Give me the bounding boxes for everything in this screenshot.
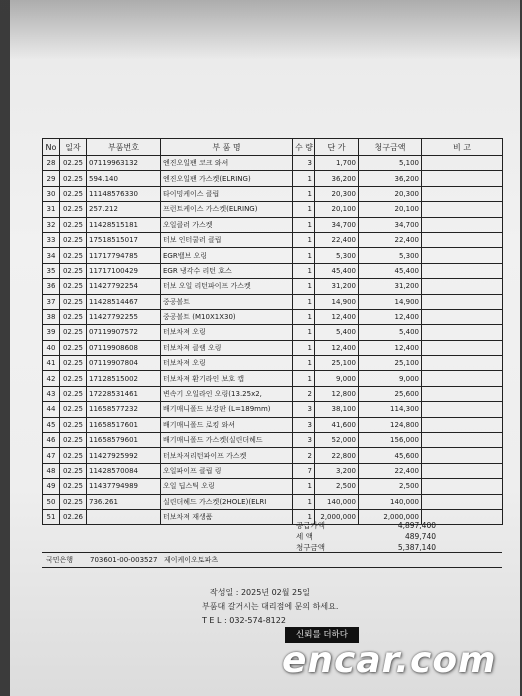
row-part-number: 07119908608: [87, 340, 161, 355]
row-date: 02.25: [60, 463, 87, 478]
row-amount: 5,100: [359, 156, 422, 171]
telephone: T E L : 032-574-8122: [202, 616, 286, 625]
row-note: [422, 448, 503, 463]
row-date: 02.25: [60, 279, 87, 294]
row-unit-price: 22,800: [315, 448, 359, 463]
header-part-number: 부품번호: [87, 139, 161, 156]
row-part-number: 17128515002: [87, 371, 161, 386]
row-date: 02.25: [60, 309, 87, 324]
row-note: [422, 294, 503, 309]
row-amount: 14,900: [359, 294, 422, 309]
row-amount: 12,400: [359, 340, 422, 355]
table-row: [43, 433, 503, 448]
row-part-name: 오일 딥스틱 오링: [161, 479, 293, 494]
row-date: 02.25: [60, 186, 87, 201]
row-date: 02.25: [60, 448, 87, 463]
row-part-number: 07119907572: [87, 325, 161, 340]
row-unit-price: 2,000,000: [315, 509, 359, 524]
row-part-number: 11658577232: [87, 402, 161, 417]
row-date: 02.25: [60, 494, 87, 509]
row-no: 51: [43, 509, 60, 524]
row-no: 42: [43, 371, 60, 386]
table-header-row: [43, 139, 503, 156]
row-unit-price: 14,900: [315, 294, 359, 309]
row-quantity: 3: [293, 433, 315, 448]
table-row: [43, 417, 503, 432]
row-unit-price: 38,100: [315, 402, 359, 417]
row-quantity: 3: [293, 417, 315, 432]
row-note: [422, 463, 503, 478]
row-amount: 124,800: [359, 417, 422, 432]
row-no: 36: [43, 279, 60, 294]
row-unit-price: 31,200: [315, 279, 359, 294]
row-quantity: 1: [293, 248, 315, 263]
row-note: [422, 402, 503, 417]
table-row: [43, 402, 503, 417]
header-note: 비 고: [422, 139, 503, 156]
written-date: 작성일 : 2025년 02월 25일: [210, 588, 310, 597]
row-note: [422, 202, 503, 217]
row-part-number: 11437794989: [87, 479, 161, 494]
table-row: [43, 386, 503, 401]
row-note: [422, 325, 503, 340]
supply-amount-row: [296, 520, 436, 531]
row-no: 41: [43, 356, 60, 371]
row-part-number: 11428515181: [87, 217, 161, 232]
row-quantity: 1: [293, 371, 315, 386]
row-no: 35: [43, 263, 60, 278]
row-unit-price: 41,600: [315, 417, 359, 432]
row-no: 29: [43, 171, 60, 186]
row-note: [422, 186, 503, 201]
row-no: 40: [43, 340, 60, 355]
row-quantity: 1: [293, 509, 315, 524]
row-part-name: 터보차져 오링: [161, 325, 293, 340]
totals-block: [296, 520, 436, 553]
row-part-name: 중공볼트: [161, 294, 293, 309]
row-part-name: 변속기 오일라인 오링(13.25x2,: [161, 386, 293, 401]
row-amount: 45,400: [359, 263, 422, 278]
row-note: [422, 356, 503, 371]
row-amount: 25,600: [359, 386, 422, 401]
row-part-number: 736.261: [87, 494, 161, 509]
row-part-name: 엔진오일팬 가스켓(ELRING): [161, 171, 293, 186]
total-value: 5,387,140: [397, 543, 436, 552]
table-row: [43, 325, 503, 340]
row-part-number: 11428570084: [87, 463, 161, 478]
row-part-name: 터보차져 환기라인 보호 캡: [161, 371, 293, 386]
row-amount: 36,200: [359, 171, 422, 186]
row-part-name: 오일파이프 클립 링: [161, 463, 293, 478]
row-note: [422, 309, 503, 324]
tax-row: [296, 531, 436, 542]
header-unit-price: 단 가: [315, 139, 359, 156]
row-date: 02.25: [60, 217, 87, 232]
table-row: [43, 186, 503, 201]
row-note: [422, 494, 503, 509]
row-note: [422, 232, 503, 247]
row-part-name: 배기매니폴드 보강판 (L=189mm): [161, 402, 293, 417]
row-date: 02.25: [60, 340, 87, 355]
row-part-number: 11427925992: [87, 448, 161, 463]
row-note: [422, 156, 503, 171]
row-part-number: 257.212: [87, 202, 161, 217]
row-no: 48: [43, 463, 60, 478]
row-unit-price: 140,000: [315, 494, 359, 509]
row-unit-price: 25,100: [315, 356, 359, 371]
row-date: 02.25: [60, 433, 87, 448]
row-unit-price: 3,200: [315, 463, 359, 478]
row-no: 49: [43, 479, 60, 494]
row-no: 38: [43, 309, 60, 324]
row-note: [422, 217, 503, 232]
row-part-number: 11427792254: [87, 279, 161, 294]
watermark-badge: 신뢰를 더하다: [285, 627, 359, 643]
row-quantity: 1: [293, 494, 315, 509]
row-date: 02.25: [60, 325, 87, 340]
row-quantity: 1: [293, 171, 315, 186]
row-no: 32: [43, 217, 60, 232]
row-quantity: 1: [293, 325, 315, 340]
row-part-name: 터보 인터쿨러 클립: [161, 232, 293, 247]
table-row: [43, 356, 503, 371]
row-date: 02.25: [60, 371, 87, 386]
row-note: [422, 417, 503, 432]
row-quantity: 1: [293, 340, 315, 355]
row-amount: 140,000: [359, 494, 422, 509]
row-note: [422, 248, 503, 263]
row-amount: 45,600: [359, 448, 422, 463]
row-amount: 25,100: [359, 356, 422, 371]
row-no: 30: [43, 186, 60, 201]
row-unit-price: 20,100: [315, 202, 359, 217]
row-part-number: 11427792255: [87, 309, 161, 324]
row-date: 02.25: [60, 156, 87, 171]
table-row: [43, 171, 503, 186]
row-date: 02.25: [60, 171, 87, 186]
row-date: 02.25: [60, 248, 87, 263]
table-row: [43, 217, 503, 232]
row-quantity: 1: [293, 232, 315, 247]
tax-value: 489,740: [404, 532, 436, 541]
table-row: [43, 248, 503, 263]
supply-label: 공급가액: [296, 521, 325, 530]
row-amount: 34,700: [359, 217, 422, 232]
table-row: [43, 463, 503, 478]
table-row: [43, 479, 503, 494]
total-label: 청구금액: [296, 543, 325, 552]
row-date: 02.25: [60, 402, 87, 417]
row-quantity: 1: [293, 294, 315, 309]
row-part-name: 엔진오일팬 코크 와셔: [161, 156, 293, 171]
row-amount: 20,100: [359, 202, 422, 217]
row-unit-price: 52,000: [315, 433, 359, 448]
bank-name: 국민은행: [46, 556, 74, 564]
row-quantity: 1: [293, 202, 315, 217]
inquiry-note: 부품대 갈거시는 대리점에 문의 하세요.: [202, 602, 339, 611]
row-unit-price: 5,400: [315, 325, 359, 340]
table-row: [43, 340, 503, 355]
row-note: [422, 340, 503, 355]
row-part-name: 오일클러 가스켓: [161, 217, 293, 232]
row-part-name: 터보차져 재생품: [161, 509, 293, 524]
row-unit-price: 12,800: [315, 386, 359, 401]
row-amount: 22,400: [359, 232, 422, 247]
row-part-name: 배기매니폴드 로킹 와셔: [161, 417, 293, 432]
row-unit-price: 36,200: [315, 171, 359, 186]
row-no: 33: [43, 232, 60, 247]
supply-value: 4,897,400: [397, 521, 436, 530]
row-no: 47: [43, 448, 60, 463]
row-no: 43: [43, 386, 60, 401]
row-quantity: 1: [293, 279, 315, 294]
row-part-number: 17228531461: [87, 386, 161, 401]
row-no: 46: [43, 433, 60, 448]
row-no: 39: [43, 325, 60, 340]
row-part-number: 594.140: [87, 171, 161, 186]
header-no: No: [43, 139, 60, 156]
row-part-name: 배기매니폴드 가스켓(실린더헤드: [161, 433, 293, 448]
header-amount: 청구금액: [359, 139, 422, 156]
row-amount: 114,300: [359, 402, 422, 417]
row-note: [422, 433, 503, 448]
table-row: [43, 156, 503, 171]
encar-logo: encar.com: [282, 640, 497, 681]
row-part-name: EGR 냉각수 리턴 호스: [161, 263, 293, 278]
row-note: [422, 171, 503, 186]
row-date: 02.25: [60, 294, 87, 309]
bank-account-number: 703601-00-003527: [90, 556, 158, 564]
row-quantity: 1: [293, 186, 315, 201]
table-row: [43, 371, 503, 386]
row-no: 44: [43, 402, 60, 417]
row-quantity: 1: [293, 309, 315, 324]
photo-shadow: [0, 0, 522, 60]
row-date: 02.25: [60, 417, 87, 432]
row-quantity: 7: [293, 463, 315, 478]
header-part-name: 부 품 명: [161, 139, 293, 156]
bank-account-row: [42, 552, 502, 568]
row-part-name: 프런트케이스 가스켓(ELRING): [161, 202, 293, 217]
row-part-number: 11148576330: [87, 186, 161, 201]
tax-label: 세 액: [296, 532, 313, 541]
row-amount: 31,200: [359, 279, 422, 294]
row-part-number: 17518515017: [87, 232, 161, 247]
row-amount: 9,000: [359, 371, 422, 386]
row-quantity: 1: [293, 263, 315, 278]
row-part-name: 터보차져 오링: [161, 356, 293, 371]
row-quantity: 3: [293, 156, 315, 171]
row-amount: 5,400: [359, 325, 422, 340]
row-part-number: 11717100429: [87, 263, 161, 278]
row-date: 02.26: [60, 509, 87, 524]
row-no: 28: [43, 156, 60, 171]
row-part-number: 11717794785: [87, 248, 161, 263]
row-unit-price: 45,400: [315, 263, 359, 278]
table-row: [43, 202, 503, 217]
row-part-number: 11658579601: [87, 433, 161, 448]
row-part-number: 07119963132: [87, 156, 161, 171]
row-note: [422, 279, 503, 294]
row-date: 02.25: [60, 356, 87, 371]
row-unit-price: 34,700: [315, 217, 359, 232]
row-amount: 12,400: [359, 309, 422, 324]
row-note: [422, 263, 503, 278]
row-amount: 5,300: [359, 248, 422, 263]
table-row: [43, 232, 503, 247]
row-unit-price: 12,400: [315, 340, 359, 355]
row-amount: 22,400: [359, 463, 422, 478]
table-row: [43, 294, 503, 309]
row-note: [422, 371, 503, 386]
row-amount: 20,300: [359, 186, 422, 201]
row-part-name: 중공볼트 (M10X1X30): [161, 309, 293, 324]
row-note: [422, 386, 503, 401]
row-part-number: [87, 509, 161, 524]
row-amount: 156,000: [359, 433, 422, 448]
row-unit-price: 5,300: [315, 248, 359, 263]
row-no: 31: [43, 202, 60, 217]
row-no: 37: [43, 294, 60, 309]
row-part-name: EGR밸브 오링: [161, 248, 293, 263]
parts-table: [42, 138, 503, 525]
row-quantity: 2: [293, 448, 315, 463]
account-holder: 제이케이오토파츠: [164, 556, 219, 564]
row-quantity: 2: [293, 386, 315, 401]
row-part-number: 11428514467: [87, 294, 161, 309]
row-date: 02.25: [60, 263, 87, 278]
table-row: [43, 309, 503, 324]
row-unit-price: 22,400: [315, 232, 359, 247]
row-part-name: 실린더헤드 가스켓(2HOLE)(ELRI: [161, 494, 293, 509]
row-quantity: 1: [293, 356, 315, 371]
row-no: 34: [43, 248, 60, 263]
row-amount: 2,500: [359, 479, 422, 494]
row-date: 02.25: [60, 202, 87, 217]
row-quantity: 3: [293, 402, 315, 417]
row-part-number: 07119907804: [87, 356, 161, 371]
row-part-name: 터보차져 클램 오링: [161, 340, 293, 355]
table-row: [43, 263, 503, 278]
row-note: [422, 479, 503, 494]
row-date: 02.25: [60, 232, 87, 247]
row-amount: 2,000,000: [359, 509, 422, 524]
row-unit-price: 20,300: [315, 186, 359, 201]
row-date: 02.25: [60, 479, 87, 494]
header-date: 일자: [60, 139, 87, 156]
row-unit-price: 12,400: [315, 309, 359, 324]
table-row: [43, 448, 503, 463]
row-unit-price: 1,700: [315, 156, 359, 171]
footer-block: [202, 586, 338, 628]
row-date: 02.25: [60, 386, 87, 401]
row-no: 50: [43, 494, 60, 509]
row-unit-price: 2,500: [315, 479, 359, 494]
row-part-name: 타이밍케이스 클립: [161, 186, 293, 201]
header-quantity: 수 량: [293, 139, 315, 156]
row-unit-price: 9,000: [315, 371, 359, 386]
row-part-name: 터보 오일 리턴파이프 가스켓: [161, 279, 293, 294]
row-quantity: 1: [293, 479, 315, 494]
row-quantity: 1: [293, 217, 315, 232]
row-part-name: 터보차저리턴파이프 가스켓: [161, 448, 293, 463]
table-row: [43, 279, 503, 294]
row-no: 45: [43, 417, 60, 432]
table-row: [43, 494, 503, 509]
row-part-number: 11658517601: [87, 417, 161, 432]
